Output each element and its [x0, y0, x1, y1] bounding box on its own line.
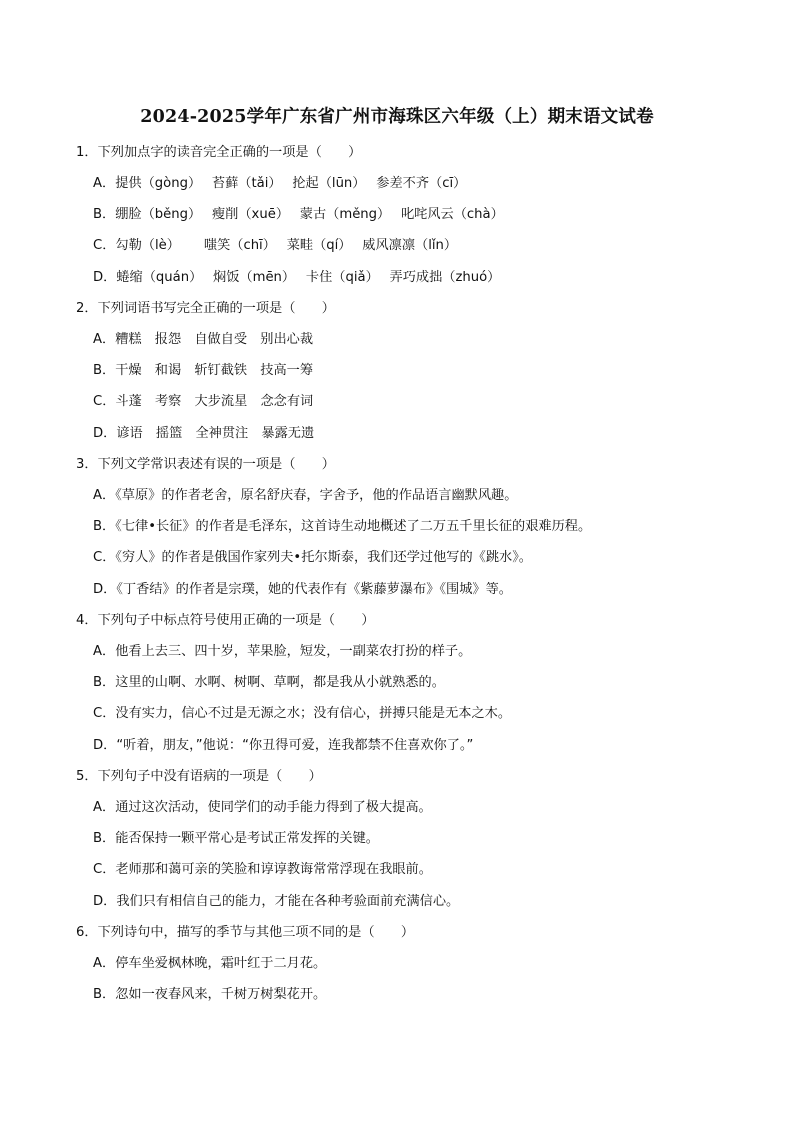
- question-4-option-a: A．他看上去三、四十岁，苹果脸，短发，一副菜农打扮的样子。: [93, 644, 472, 659]
- question-2-option-c: C．斗蓬 考察 大步流星 念念有词: [93, 394, 314, 409]
- question-3-option-d: D．《丁香结》的作者是宗璞，她的代表作有《紫藤萝瀑布》《围城》等。: [93, 582, 512, 597]
- question-5-option-c: C．老师那和蔼可亲的笑脸和谆谆教诲常常浮现在我眼前。: [93, 862, 432, 877]
- question-1-option-b: B．绷脸（běng） 瘦削（xuē） 蒙古（měng） 叱咤风云（chà）: [93, 207, 504, 222]
- question-6-option-b: B．忽如一夜春风来，千树万树梨花开。: [93, 987, 327, 1002]
- question-4-option-b: B．这里的山啊、水啊、树啊、草啊，都是我从小就熟悉的。: [93, 675, 445, 690]
- question-2-option-b: B．干燥 和谒 斩钉截铁 技高一筹: [93, 363, 314, 378]
- question-1-option-d: D．蜷缩（quán） 焖饭（mēn） 卡住（qiǎ） 弄巧成拙（zhuó）: [93, 270, 501, 285]
- question-5: 5．下列句子中没有语病的一项是（ ）: [76, 769, 322, 784]
- question-4-option-c: C．没有实力，信心不过是无源之水；没有信心，拼搏只能是无本之木。: [93, 706, 512, 721]
- question-3-option-a: A．《草原》的作者老舍，原名舒庆春，字舍予，他的作品语言幽默风趣。: [93, 488, 518, 503]
- question-2-option-a: A．糟糕 报怨 自做自受 别出心裁: [93, 332, 314, 347]
- question-3-option-b: B．《七律•长征》的作者是毛泽东，这首诗生动地概述了二万五千里长征的艰难历程。: [93, 519, 592, 534]
- question-3: 3．下列文学常识表述有误的一项是（ ）: [76, 457, 335, 472]
- page-title: 2024-2025学年广东省广州市海珠区六年级（上）期末语文试卷: [140, 107, 654, 127]
- question-2: 2．下列词语书写完全正确的一项是（ ）: [76, 301, 335, 316]
- question-2-option-d: D．谚语 摇篮 全神贯注 暴露无遗: [93, 426, 315, 441]
- question-6-option-a: A．停车坐爱枫林晚，霜叶红于二月花。: [93, 956, 327, 971]
- question-4-option-d: D．“听着，朋友，”他说：“你丑得可爱，连我都禁不住喜欢你了。”: [93, 738, 474, 753]
- question-5-option-d: D．我们只有相信自己的能力，才能在各种考验面前充满信心。: [93, 894, 460, 909]
- question-5-option-b: B．能否保持一颗平常心是考试正常发挥的关键。: [93, 831, 379, 846]
- question-5-option-a: A．通过这次活动，使同学们的动手能力得到了极大提高。: [93, 800, 432, 815]
- question-6: 6．下列诗句中，描写的季节与其他三项不同的是（ ）: [76, 925, 415, 940]
- question-3-option-c: C．《穷人》的作者是俄国作家列夫•托尔斯泰，我们还学过他写的《跳水》。: [93, 550, 532, 565]
- question-1: 1．下列加点字的读音完全正确的一项是（ ）: [76, 145, 362, 160]
- question-4: 4．下列句子中标点符号使用正确的一项是（ ）: [76, 613, 375, 628]
- question-1-option-c: C．勾勒（lè） 嗤笑（chī） 菜畦（qí） 威风凛凛（lǐn）: [93, 238, 458, 253]
- question-1-option-a: A．提供（gòng） 苔藓（tǎi） 抡起（lūn） 参差不齐（cī）: [93, 176, 467, 191]
